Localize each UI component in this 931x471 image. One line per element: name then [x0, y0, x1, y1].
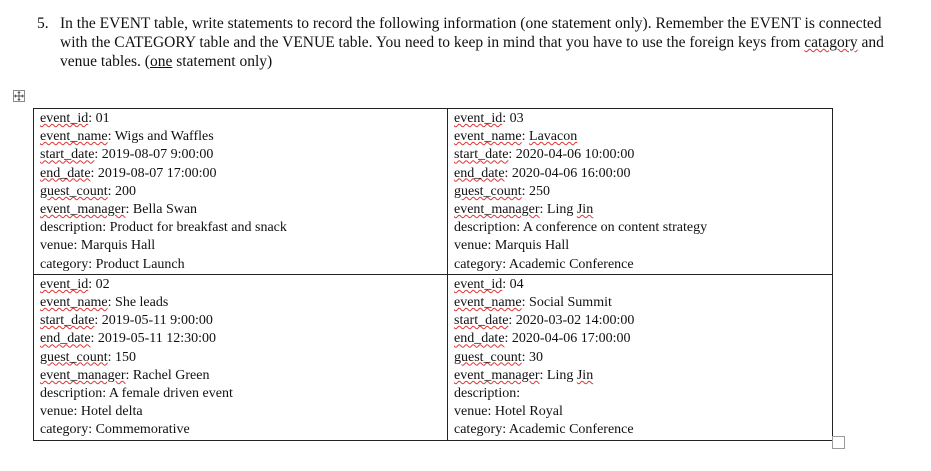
description-label: description [40, 386, 103, 402]
guest-count-label: guest_count [454, 183, 522, 199]
end-date-label: end_date [40, 165, 91, 181]
guest-count-value: : 250 [521, 183, 551, 199]
guest-count-label: guest_count [454, 349, 522, 365]
venue-value: : Marquis Hall [73, 238, 156, 254]
event-id-label: event_id [454, 276, 503, 292]
end-date-value: : 2020-04-06 17:00:00 [504, 331, 631, 347]
description-value: : Product for breakfast and snack [102, 220, 287, 236]
description-label: description [454, 386, 517, 402]
event-cell-02[interactable] [34, 274, 448, 440]
category-value: : Academic Conference [502, 256, 634, 272]
description-value: : A conference on content strategy [516, 220, 708, 236]
event-id-value: : 04 [502, 276, 524, 292]
event-manager-label: event_manager [454, 202, 540, 218]
event-id-value: : 01 [88, 111, 110, 126]
question-number: 5. [37, 15, 49, 32]
event-manager-value: Jin [576, 367, 594, 383]
event-name-label: event_name [40, 129, 108, 145]
question-text [60, 14, 907, 71]
start-date-label: start_date [40, 147, 95, 163]
event-name-value: : Social Summit [521, 295, 612, 311]
event-id-label: event_id [40, 276, 89, 292]
question-text-part1: In the EVENT table, write statements to record the following information (one statement only). Remember the EVENT is connected with the CATEGORY table and the VENUE table. You need to keep in mind that you have to use the foreign keys from [60, 15, 882, 51]
events-table [33, 108, 833, 441]
start-date-label: start_date [454, 313, 509, 329]
event-name-value: Lavacon [529, 129, 578, 145]
venue-label: venue [454, 238, 488, 254]
category-label: category [40, 422, 89, 438]
event-manager-label: event_manager [40, 367, 126, 383]
event-manager-label: event_manager [454, 367, 540, 383]
event-cell-04[interactable] [448, 274, 833, 440]
start-date-value: : 2019-05-11 9:00:00 [94, 313, 213, 329]
venue-value: : Hotel delta [73, 404, 143, 420]
venue-label: venue [454, 404, 488, 420]
table-row [34, 109, 833, 275]
question-5 [37, 14, 907, 71]
start-date-label: start_date [454, 147, 509, 163]
event-manager-value-prefix: : Ling [539, 202, 577, 218]
end-date-value: : 2019-08-07 17:00:00 [90, 165, 217, 181]
event-name-value: : Wigs and Waffles [107, 129, 214, 145]
category-value: : Commemorative [88, 422, 190, 438]
event-id-label: event_id [40, 111, 89, 126]
category-value: : Academic Conference [502, 422, 634, 438]
event-name-label: event_name [454, 295, 522, 311]
event-name-label: event_name [454, 129, 522, 145]
description-label: description [40, 220, 103, 236]
event-manager-value-prefix: : Ling [539, 367, 577, 383]
venue-value: : Hotel Royal [487, 404, 563, 420]
table-move-handle-icon[interactable] [13, 90, 25, 102]
start-date-value: : 2020-04-06 10:00:00 [508, 147, 635, 163]
question-text-part3: statement only) [172, 53, 273, 70]
event-name-value-prefix: : [521, 129, 530, 145]
misspelled-catagory: catagory [804, 34, 858, 51]
end-date-value: : 2020-04-06 16:00:00 [504, 165, 631, 181]
event-manager-value: : Rachel Green [125, 367, 210, 383]
end-date-value: : 2019-05-11 12:30:00 [90, 331, 217, 347]
event-id-value: : 03 [502, 111, 524, 126]
event-id-value: : 02 [88, 276, 110, 292]
category-label: category [454, 422, 503, 438]
event-name-label: event_name [40, 295, 108, 311]
start-date-value: : 2020-03-02 14:00:00 [508, 313, 635, 329]
venue-label: venue [40, 238, 74, 254]
event-manager-value: Jin [576, 202, 594, 218]
guest-count-label: guest_count [40, 349, 108, 365]
venue-label: venue [40, 404, 74, 420]
end-date-label: end_date [454, 331, 505, 347]
table-edge-marker [832, 108, 833, 128]
description-label: description [454, 220, 517, 236]
category-label: category [40, 256, 89, 272]
description-value: : A female driven event [102, 386, 233, 402]
event-id-label: event_id [454, 111, 503, 126]
table-resize-handle-icon[interactable] [832, 436, 845, 449]
category-label: category [454, 256, 503, 272]
guest-count-label: guest_count [40, 183, 108, 199]
event-cell-01[interactable] [34, 109, 448, 275]
underlined-one: one [149, 53, 173, 70]
question-text-part2: and venue tables. ( [60, 34, 884, 70]
venue-value: : Marquis Hall [487, 238, 570, 254]
guest-count-value: : 200 [107, 183, 137, 199]
description-value: : [516, 386, 521, 402]
event-manager-value: : Bella Swan [125, 202, 198, 218]
table-row [34, 274, 833, 440]
guest-count-value: : 150 [107, 349, 137, 365]
event-name-value: : She leads [107, 295, 169, 311]
end-date-label: end_date [454, 165, 505, 181]
guest-count-value: : 30 [521, 349, 544, 365]
event-cell-03[interactable] [448, 109, 833, 275]
end-date-label: end_date [40, 331, 91, 347]
event-manager-label: event_manager [40, 202, 126, 218]
category-value: : Product Launch [88, 256, 185, 272]
start-date-label: start_date [40, 313, 95, 329]
start-date-value: : 2019-08-07 9:00:00 [94, 147, 214, 163]
